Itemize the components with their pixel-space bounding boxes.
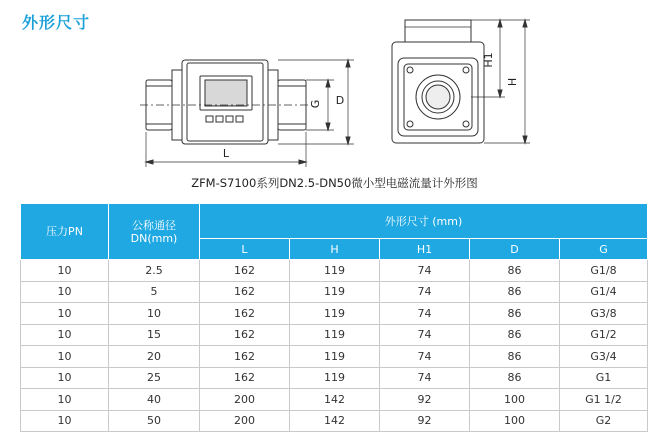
cell-h1: 74 xyxy=(380,346,470,368)
cell-g: G3/4 xyxy=(560,346,648,368)
header-col-h1: H1 xyxy=(380,239,470,260)
cell-g: G3/8 xyxy=(560,303,648,325)
header-nominal-diameter xyxy=(109,204,200,260)
header-dn-line2: DN(mm) xyxy=(130,231,178,245)
cell-l: 162 xyxy=(200,303,290,325)
cell-h: 142 xyxy=(290,410,380,432)
cell-d: 86 xyxy=(470,303,560,325)
cell-dn: 20 xyxy=(109,346,200,368)
cell-h: 119 xyxy=(290,346,380,368)
cell-h1: 74 xyxy=(380,324,470,346)
cell-g: G1 xyxy=(560,367,648,389)
table-header-row xyxy=(21,204,648,239)
dim-label-g: G xyxy=(309,99,322,109)
cell-h1: 92 xyxy=(380,410,470,432)
header-col-d: D xyxy=(470,239,560,260)
cell-g: G1/8 xyxy=(560,260,648,282)
table-row xyxy=(21,324,648,346)
cell-h1: 74 xyxy=(380,260,470,282)
cell-dn: 50 xyxy=(109,410,200,432)
cell-pn: 10 xyxy=(21,410,109,432)
cell-d: 86 xyxy=(470,281,560,303)
cell-d: 86 xyxy=(470,346,560,368)
cell-dn: 2.5 xyxy=(109,260,200,282)
cell-pn: 10 xyxy=(21,324,109,346)
cell-h1: 92 xyxy=(380,389,470,411)
table-row xyxy=(21,346,648,368)
cell-d: 86 xyxy=(470,367,560,389)
cell-d: 86 xyxy=(470,260,560,282)
dimension-table xyxy=(20,203,648,432)
cell-pn: 10 xyxy=(21,389,109,411)
cell-l: 162 xyxy=(200,346,290,368)
cell-dn: 5 xyxy=(109,281,200,303)
table-row xyxy=(21,303,648,325)
cell-h: 119 xyxy=(290,303,380,325)
cell-pn: 10 xyxy=(21,346,109,368)
cell-g: G2 xyxy=(560,410,648,432)
cell-h: 119 xyxy=(290,324,380,346)
dim-label-l: L xyxy=(222,147,230,160)
header-dn-line1: 公称通径 xyxy=(132,218,176,232)
header-col-g: G xyxy=(560,239,648,260)
cell-pn: 10 xyxy=(21,367,109,389)
header-pressure-pn: 压力PN xyxy=(21,204,109,260)
table-row xyxy=(21,281,648,303)
cell-pn: 10 xyxy=(21,260,109,282)
dim-label-h: H xyxy=(506,77,519,87)
cell-g: G1 1/2 xyxy=(560,389,648,411)
cell-dn: 10 xyxy=(109,303,200,325)
cell-h1: 74 xyxy=(380,281,470,303)
cell-pn: 10 xyxy=(21,281,109,303)
front-view xyxy=(140,60,354,167)
cell-h: 119 xyxy=(290,260,380,282)
table-row xyxy=(21,260,648,282)
cell-l: 162 xyxy=(200,367,290,389)
table-row xyxy=(21,389,648,411)
cell-h: 119 xyxy=(290,367,380,389)
cell-pn: 10 xyxy=(21,303,109,325)
figure-caption: ZFM-S7100系列DN2.5-DN50微小型电磁流量计外形图 xyxy=(191,176,478,190)
cell-d: 100 xyxy=(470,389,560,411)
table-row xyxy=(21,367,648,389)
cell-l: 162 xyxy=(200,324,290,346)
cell-dn: 25 xyxy=(109,367,200,389)
cell-dn: 40 xyxy=(109,389,200,411)
cell-d: 100 xyxy=(470,410,560,432)
cell-l: 200 xyxy=(200,389,290,411)
cell-g: G1/2 xyxy=(560,324,648,346)
dim-label-d: D xyxy=(335,94,345,107)
cell-l: 162 xyxy=(200,281,290,303)
cell-dn: 15 xyxy=(109,324,200,346)
header-col-h: H xyxy=(290,239,380,260)
cell-h: 142 xyxy=(290,389,380,411)
table-row xyxy=(21,410,648,432)
cell-l: 200 xyxy=(200,410,290,432)
header-dimensions: 外形尺寸 (mm) xyxy=(200,204,648,239)
header-col-l: L xyxy=(200,239,290,260)
dim-label-h1: H1 xyxy=(482,52,495,68)
cell-d: 86 xyxy=(470,324,560,346)
page-title: 外形尺寸 xyxy=(22,13,91,32)
cell-h: 119 xyxy=(290,281,380,303)
cell-h1: 74 xyxy=(380,367,470,389)
cell-l: 162 xyxy=(200,260,290,282)
flowmeter-drawing xyxy=(0,0,669,175)
cell-h1: 74 xyxy=(380,303,470,325)
cell-g: G1/4 xyxy=(560,281,648,303)
